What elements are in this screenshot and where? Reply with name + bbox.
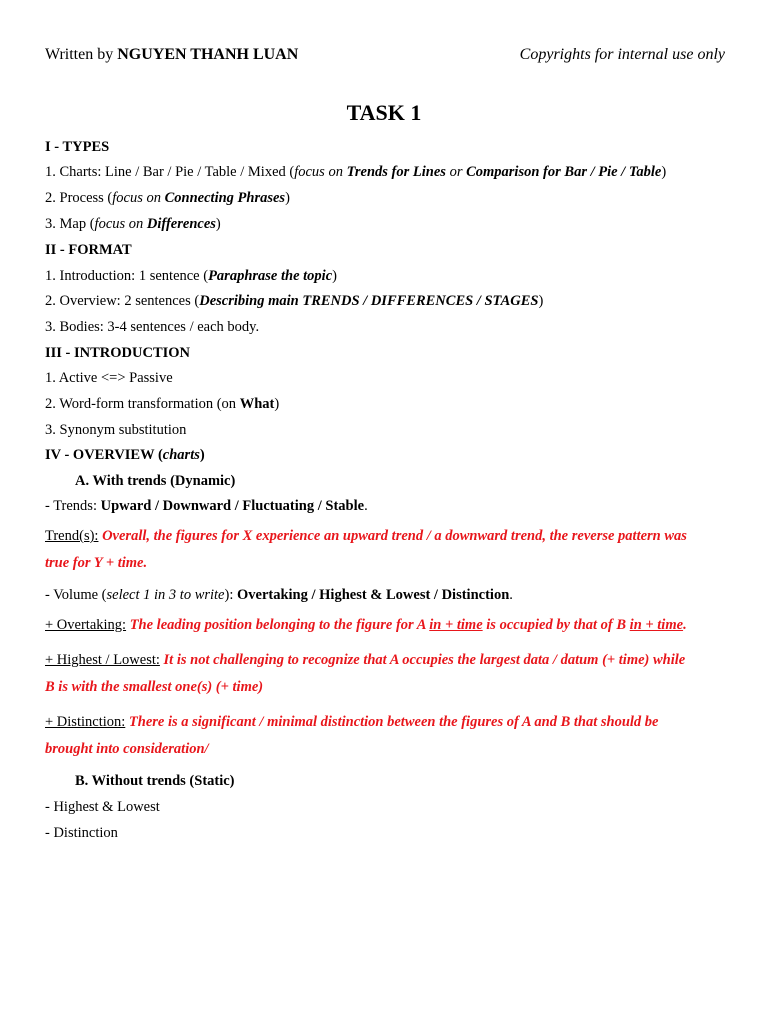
static-item-distinction: - Distinction [45, 825, 118, 841]
types-item-1: 1. Charts: Line / Bar / Pie / Table / Mixed (focus on Trends for Lines or Comparison for Bar / Pie / Table) [45, 164, 667, 180]
subheading-without-trends: B. Without trends (Static) [75, 773, 235, 789]
section-heading-format: II - FORMAT [45, 242, 132, 258]
written-by-label: Written by [45, 46, 118, 63]
introduction-item-1: 1. Active <=> Passive [45, 370, 173, 386]
page-header [45, 46, 725, 68]
author-credit [45, 46, 298, 64]
trends-line: - Trends: Upward / Downward / Fluctuating / Stable. [45, 498, 368, 514]
format-item-1: 1. Introduction: 1 sentence (Paraphrase the topic) [45, 268, 337, 284]
author-name: NGUYEN THANH LUAN [117, 46, 299, 63]
section-heading-introduction: III - INTRODUCTION [45, 345, 191, 361]
introduction-item-2: 2. Word-form transformation (on What) [45, 396, 280, 412]
distinction-example-line-1: + Distinction: There is a significant / minimal distinction between the figures of A and B that should be [45, 714, 659, 730]
format-item-2: 2. Overview: 2 sentences (Describing main TRENDS / DIFFERENCES / STAGES) [45, 293, 544, 309]
copyright-notice: Copyrights for internal use only [519, 46, 725, 63]
page-title: TASK 1 [346, 100, 422, 125]
highest-lowest-example-line-1: + Highest / Lowest: It is not challenging to recognize that A occupies the largest data / datum (+ time) while [45, 652, 686, 668]
introduction-item-3: 3. Synonym substitution [45, 422, 187, 438]
trends-example-line-2: true for Y + time. [45, 555, 148, 571]
section-heading-types: I - TYPES [45, 139, 110, 155]
format-item-3: 3. Bodies: 3-4 sentences / each body. [45, 319, 260, 335]
types-item-3: 3. Map (focus on Differences) [45, 216, 221, 232]
static-item-highest-lowest: - Highest & Lowest [45, 799, 160, 815]
highest-lowest-example-line-2: B is with the smallest one(s) (+ time) [45, 679, 264, 695]
subheading-with-trends: A. With trends (Dynamic) [75, 473, 236, 489]
section-heading-overview: IV - OVERVIEW (charts) [45, 447, 205, 463]
types-item-2: 2. Process (focus on Connecting Phrases) [45, 190, 290, 206]
overtaking-example: + Overtaking: The leading position belonging to the figure for A in + time is occupied by that of B in + time. [45, 617, 687, 633]
volume-line: - Volume (select 1 in 3 to write): Overtaking / Highest & Lowest / Distinction. [45, 587, 513, 603]
trends-example-line-1: Trend(s): Overall, the figures for X experience an upward trend / a downward trend, the reverse pattern was [45, 528, 687, 544]
distinction-example-line-2: brought into consideration/ [45, 741, 209, 757]
